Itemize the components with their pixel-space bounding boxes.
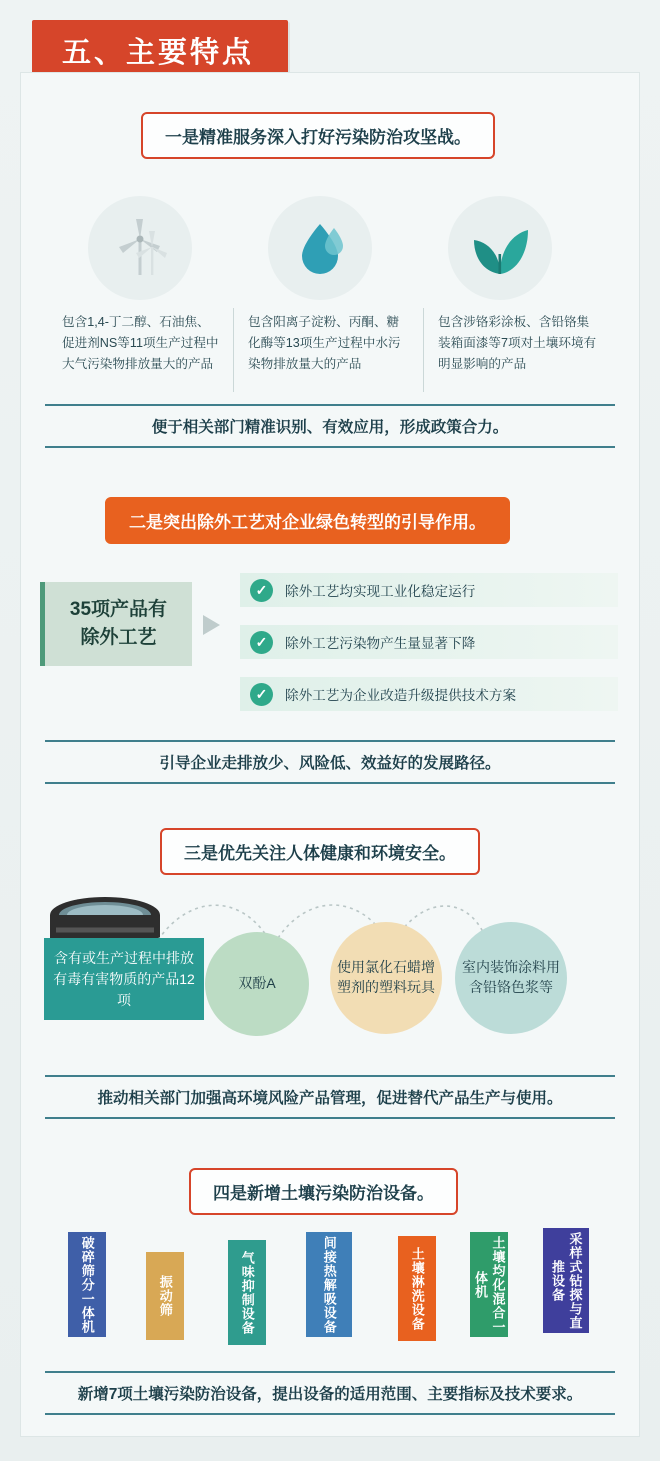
equipment-6: 采样式钻探与直推设备 bbox=[543, 1228, 589, 1333]
equipment-4: 土壤淋洗设备 bbox=[398, 1236, 436, 1341]
equipment-2: 气味抑制设备 bbox=[228, 1240, 266, 1345]
section3-circle-0: 双酚A bbox=[205, 932, 309, 1036]
section1-title: 一是精准服务深入打好污染防治攻坚战。 bbox=[141, 112, 495, 159]
section1-item-2-text: 包含涉铬彩涂板、含铅铬集装箱面漆等7项对土壤环境有明显影响的产品 bbox=[438, 315, 597, 371]
divider bbox=[233, 308, 234, 392]
section3-title: 三是优先关注人体健康和环境安全。 bbox=[160, 828, 480, 875]
arrow-right-icon bbox=[203, 615, 220, 635]
section2-conclusion: 引导企业走排放少、风险低、效益好的发展路径。 bbox=[45, 740, 615, 784]
check-icon: ✓ bbox=[250, 683, 273, 706]
wind-turbine-icon bbox=[88, 196, 192, 300]
section4-title: 四是新增土壤污染防治设备。 bbox=[189, 1168, 458, 1215]
leaf-icon bbox=[448, 196, 552, 300]
section2-bullet-2 bbox=[240, 677, 618, 711]
check-icon: ✓ bbox=[250, 631, 273, 654]
divider bbox=[423, 308, 424, 392]
section1-item-1-text: 包含阳离子淀粉、丙酮、糖化酶等13项生产过程中水污染物排放量大的产品 bbox=[248, 315, 401, 371]
equipment-5: 土壤均化混合一体机 bbox=[470, 1232, 508, 1337]
equipment-3: 间接热解吸设备 bbox=[306, 1232, 352, 1337]
section3-circle-1: 使用氯化石蜡增塑剂的塑料玩具 bbox=[330, 922, 442, 1034]
section2-bullet-1 bbox=[240, 625, 618, 659]
equipment-1: 振动筛 bbox=[146, 1252, 184, 1340]
exempt-process-line2: 除外工艺 bbox=[80, 627, 157, 648]
section3-circle-2: 室内装饰涂料用含铅铬色浆等 bbox=[455, 922, 567, 1034]
exempt-process-box bbox=[40, 582, 192, 666]
hazard-source-box: 含有或生产过程中排放有毒有害物质的产品12项 bbox=[44, 938, 204, 1020]
section1-conclusion: 便于相关部门精准识别、有效应用，形成政策合力。 bbox=[45, 404, 615, 448]
section2-bullet-2-label: 除外工艺为企业改造升级提供技术方案 bbox=[285, 688, 517, 703]
section2-title: 二是突出除外工艺对企业绿色转型的引导作用。 bbox=[105, 497, 510, 544]
exempt-process-line1: 35项产品有 bbox=[69, 599, 168, 621]
page-title: 五、主要特点 bbox=[32, 20, 288, 83]
section1-item-0-text: 包含1,4-丁二醇、石油焦、促进剂NS等11项生产过程中大气污染物排放量大的产品 bbox=[62, 315, 219, 371]
equipment-0: 破碎筛分一体机 bbox=[68, 1232, 106, 1337]
section2-bullet-0 bbox=[240, 573, 618, 607]
section3-conclusion: 推动相关部门加强高环境风险产品管理，促进替代产品生产与使用。 bbox=[45, 1075, 615, 1119]
section4-conclusion: 新增7项土壤污染防治设备，提出设备的适用范围、主要指标及技术要求。 bbox=[45, 1371, 615, 1415]
section2-bullet-1-label: 除外工艺污染物产生量显著下降 bbox=[285, 636, 476, 651]
section2-bullet-0-label: 除外工艺均实现工业化稳定运行 bbox=[285, 584, 476, 599]
water-drop-icon bbox=[268, 196, 372, 300]
check-icon: ✓ bbox=[250, 579, 273, 602]
